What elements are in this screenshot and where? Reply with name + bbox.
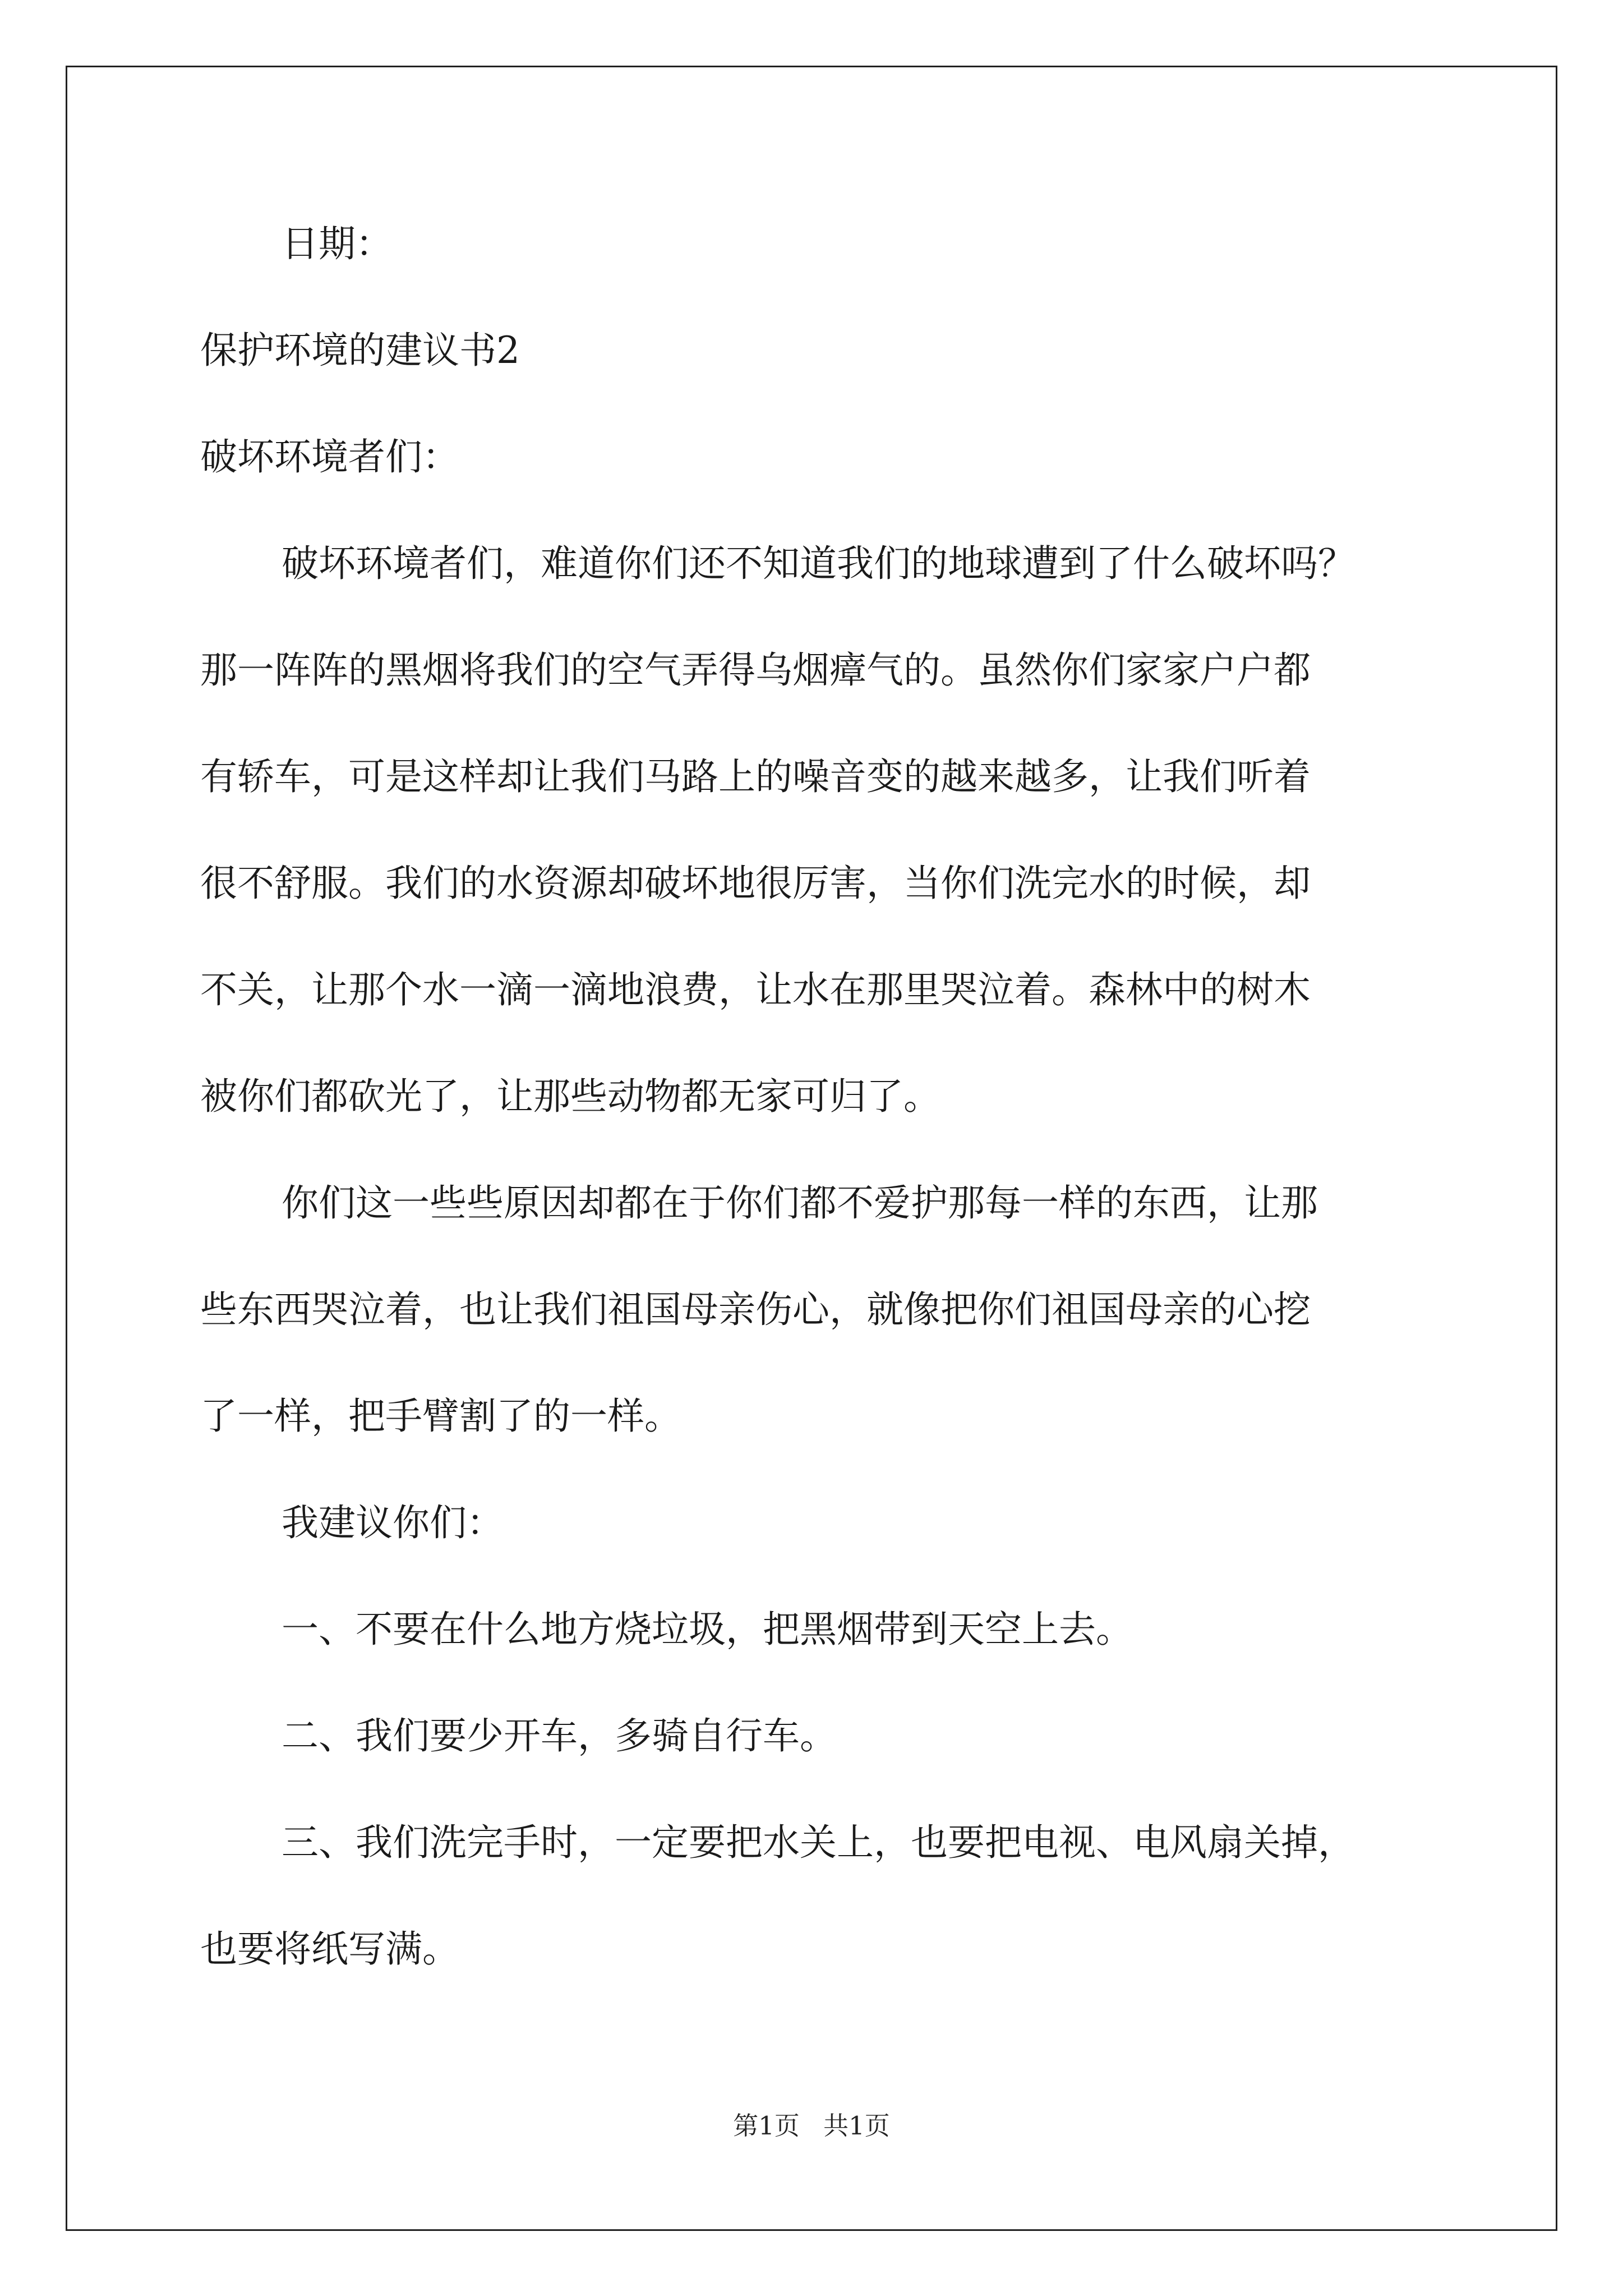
suggestion-3-line-1: 三、我们洗完手时，一定要把水关上，也要把电视、电风扇关掉，	[282, 1821, 1355, 1864]
page-border	[66, 66, 1557, 2231]
suggestion-1: 一、不要在什么地方烧垃圾，把黑烟带到天空上去。	[282, 1608, 1133, 1651]
salutation: 破坏环境者们：	[200, 435, 459, 478]
paragraph-2-line-3: 了一样，把手臂割了的一样。	[200, 1395, 681, 1438]
paragraph-1-line-6: 被你们都砍光了，让那些动物都无家可归了。	[200, 1075, 940, 1118]
page-number: 第1页	[733, 2111, 800, 2141]
paragraph-2-line-1: 你们这一些些原因却都在于你们都不爱护那每一样的东西，让那	[282, 1181, 1318, 1225]
paragraph-1-line-1: 破坏环境者们，难道你们还不知道我们的地球遭到了什么破坏吗？	[282, 542, 1355, 585]
paragraph-1-line-4: 很不舒服。我们的水资源却破坏地很厉害，当你们洗完水的时候，却	[200, 862, 1311, 905]
page-footer	[0, 2109, 1623, 2143]
suggestion-intro: 我建议你们：	[282, 1501, 504, 1544]
paragraph-2-line-2: 些东西哭泣着，也让我们祖国母亲伤心，就像把你们祖国母亲的心挖	[200, 1288, 1311, 1331]
suggestion-2: 二、我们要少开车，多骑自行车。	[282, 1714, 837, 1757]
page-total: 共1页	[823, 2111, 890, 2141]
suggestion-3-line-2: 也要将纸写满。	[200, 1927, 459, 1971]
paragraph-1-line-3: 有轿车，可是这样却让我们马路上的噪音变的越来越多，让我们听着	[200, 755, 1311, 798]
paragraph-1-line-5: 不关，让那个水一滴一滴地浪费，让水在那里哭泣着。森林中的树木	[200, 968, 1311, 1011]
date-label: 日期：	[282, 222, 393, 265]
document-title: 保护环境的建议书2	[200, 329, 520, 372]
paragraph-1-line-2: 那一阵阵的黑烟将我们的空气弄得乌烟瘴气的。虽然你们家家户户都	[200, 648, 1311, 692]
